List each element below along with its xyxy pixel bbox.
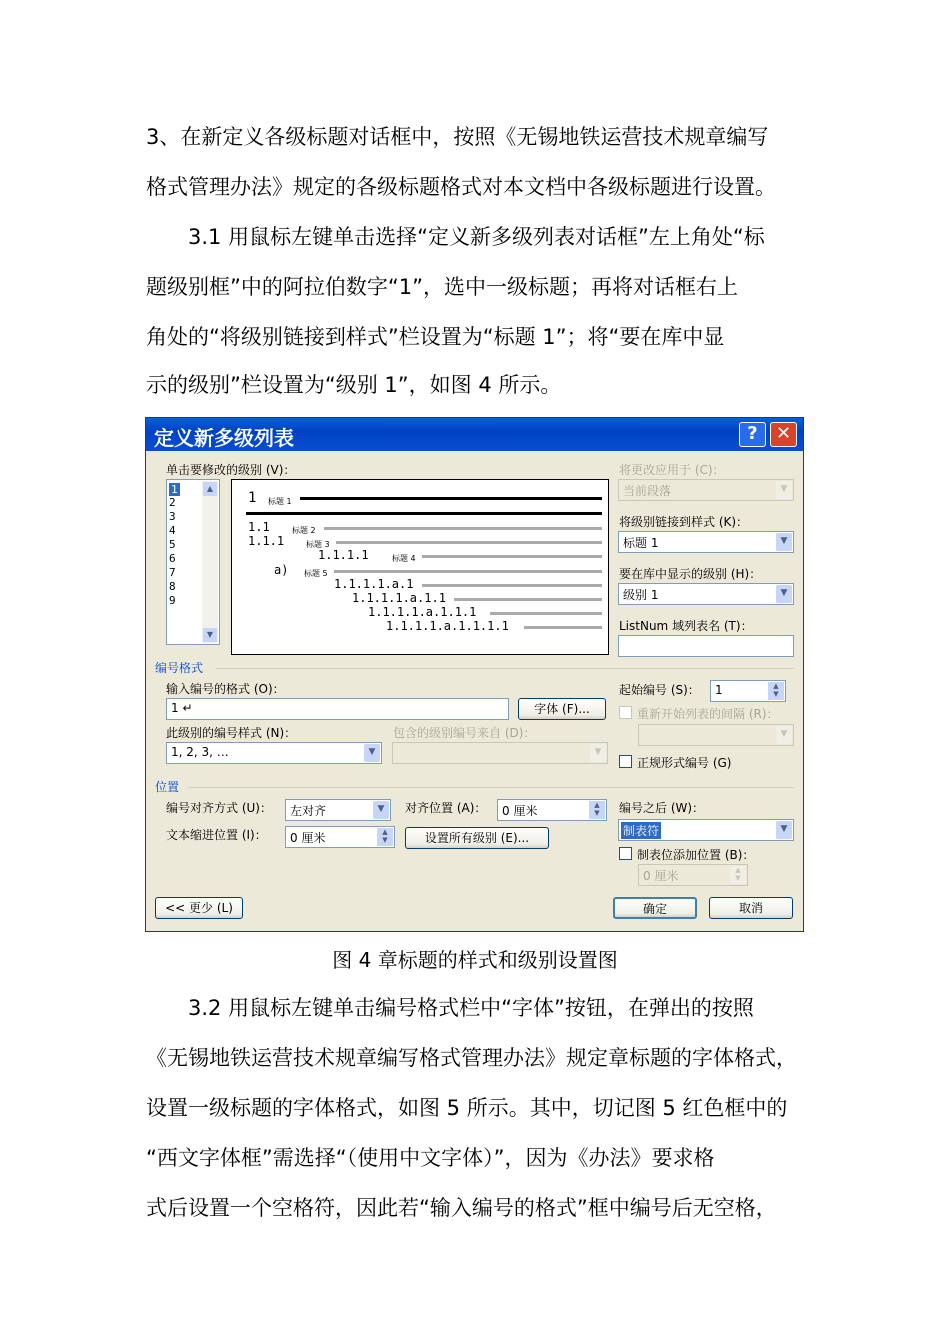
legal-checkbox[interactable]	[619, 755, 632, 768]
paragraph-3-line-1: 3.2 用鼠标左键单击编号格式栏中“字体”按钮，在弹出的按照	[188, 996, 754, 1020]
number-style-label: 此级别的编号样式 (N)：	[166, 726, 297, 740]
chevron-down-icon[interactable]: ▼	[776, 533, 792, 551]
section-divider	[188, 787, 794, 788]
level-item-1[interactable]: 1	[171, 483, 178, 496]
alignment-label: 编号对齐方式 (U)：	[166, 801, 272, 815]
gallery-level-select[interactable]: 级别 1 ▼	[618, 583, 794, 605]
preview-level-7-number: 1.1.1.1.a.1.1	[352, 591, 446, 605]
close-icon[interactable]: ✕	[770, 422, 797, 447]
preview-level-4-number: 1.1.1.1	[318, 548, 369, 562]
position-section-title: 位置	[155, 780, 180, 794]
spinner-arrows-icon[interactable]: ▲ ▼	[589, 801, 605, 819]
align-at-label: 对齐位置 (A)：	[405, 801, 487, 815]
preview-level-1-number: 1	[248, 490, 257, 506]
set-all-levels-button[interactable]: 设置所有级别 (E)...	[405, 827, 549, 849]
scroll-up-icon[interactable]: ▲	[203, 482, 217, 496]
dialog-title: 定义新多级列表	[154, 426, 294, 450]
chevron-down-icon[interactable]: ▼	[776, 481, 792, 499]
level-item-8[interactable]: 8	[169, 580, 176, 593]
level-item-6[interactable]: 6	[169, 552, 176, 565]
apply-to-label: 将更改应用于 (C)：	[619, 463, 725, 477]
add-tab-spinner[interactable]: 0 厘米 ▲ ▼	[638, 864, 748, 886]
preview-level-2-style: 标题 2	[292, 526, 316, 535]
link-style-select[interactable]: 标题 1 ▼	[618, 531, 794, 553]
preview-bar	[454, 598, 602, 601]
section-divider	[216, 668, 794, 669]
preview-bar	[490, 612, 602, 615]
preview-bar	[246, 512, 602, 515]
preview-level-2-number: 1.1	[248, 520, 270, 534]
listnum-input[interactable]	[618, 635, 794, 657]
preview-level-6-number: 1.1.1.1.a.1	[334, 577, 414, 591]
font-button[interactable]: 字体 (F)...	[518, 698, 606, 720]
define-multilevel-list-dialog	[145, 417, 804, 932]
listnum-label: ListNum 域列表名 (T)：	[619, 619, 753, 633]
preview-level-5-number: a)	[274, 563, 289, 577]
help-icon[interactable]: ?	[739, 422, 766, 447]
align-at-spinner[interactable]: 0 厘米 ▲ ▼	[497, 799, 607, 821]
level-item-9[interactable]: 9	[169, 594, 176, 607]
paragraph-3-line-5: 式后设置一个空格符，因此若“输入编号的格式”框中编号后无空格，	[146, 1196, 777, 1220]
ok-button[interactable]: 确定	[613, 897, 697, 919]
text-indent-label: 文本缩进位置 (I)：	[166, 828, 267, 842]
chevron-down-icon[interactable]: ▼	[776, 585, 792, 603]
follow-number-select[interactable]: 制表符 ▼	[618, 819, 794, 841]
preview-bar	[300, 497, 602, 500]
follow-number-label: 编号之后 (W)：	[619, 801, 705, 815]
preview-level-3-number: 1.1.1	[248, 534, 285, 548]
chevron-down-icon[interactable]: ▼	[364, 744, 380, 762]
level-list-label: 单击要修改的级别 (V)：	[166, 463, 296, 477]
preview-bar	[324, 527, 602, 530]
paragraph-3-line-3: 设置一级标题的字体格式，如图 5 所示。其中，切记图 5 红色框中的	[146, 1096, 788, 1120]
chevron-down-icon[interactable]: ▼	[373, 801, 389, 819]
preview-bar	[524, 626, 602, 629]
legal-label: 正规形式编号 (G)	[637, 756, 732, 770]
gallery-level-label: 要在库中显示的级别 (H)：	[619, 567, 762, 581]
paragraph-1-line-2: 格式管理办法》规定的各级标题格式对本文档中各级标题进行设置。	[146, 175, 776, 199]
link-style-label: 将级别链接到样式 (K)：	[619, 515, 749, 529]
include-from-select[interactable]	[392, 742, 608, 764]
level-item-2[interactable]: 2	[169, 496, 176, 509]
apply-to-select[interactable]: 当前段落 ▼	[618, 479, 794, 501]
paragraph-2-line-3: 角处的“将级别链接到样式”栏设置为“标题 1”；将“要在库中显	[146, 325, 725, 349]
include-from-label: 包含的级别编号来自 (D)：	[393, 726, 536, 740]
less-button[interactable]: << 更少 (L)	[155, 897, 243, 919]
preview-bar	[334, 570, 602, 573]
preview-level-9-number: 1.1.1.1.a.1.1.1.1	[386, 619, 509, 633]
restart-label: 重新开始列表的间隔 (R)：	[637, 707, 779, 721]
dialog-titlebar	[146, 418, 803, 451]
preview-bar	[422, 555, 602, 558]
restart-checkbox[interactable]	[619, 706, 632, 719]
alignment-select[interactable]: 左对齐 ▼	[285, 799, 391, 821]
paragraph-2-line-1: 3.1 用鼠标左键单击选择“定义新多级列表对话框”左上角处“标	[188, 225, 765, 249]
preview-level-8-number: 1.1.1.1.a.1.1.1	[368, 605, 477, 619]
paragraph-2-line-4: 示的级别”栏设置为“级别 1”，如图 4 所示。	[146, 373, 562, 397]
text-indent-spinner[interactable]: 0 厘米 ▲ ▼	[285, 826, 395, 848]
chevron-down-icon[interactable]: ▼	[776, 726, 792, 744]
start-at-label: 起始编号 (S)：	[619, 683, 700, 697]
level-item-5[interactable]: 5	[169, 538, 176, 551]
chevron-down-icon[interactable]: ▼	[590, 744, 606, 762]
spinner-arrows-icon[interactable]: ▲ ▼	[377, 828, 393, 846]
preview-level-5-style: 标题 5	[304, 569, 328, 578]
paragraph-3-line-4: “西文字体框”需选择“（使用中文字体）”，因为《办法》要求格	[146, 1146, 715, 1170]
preview-level-3-style: 标题 3	[306, 540, 330, 549]
number-style-select[interactable]: 1, 2, 3, … ▼	[166, 742, 382, 764]
preview-bar	[422, 584, 602, 587]
start-at-spinner[interactable]: 1 ▲ ▼	[710, 680, 786, 702]
restart-select[interactable]	[638, 724, 794, 746]
paragraph-1-line-1: 3、在新定义各级标题对话框中，按照《无锡地铁运营技术规章编写	[146, 125, 769, 149]
chevron-down-icon[interactable]: ▼	[776, 821, 792, 839]
spinner-arrows-icon[interactable]: ▲ ▼	[768, 682, 784, 700]
preview-bar	[336, 541, 602, 544]
spinner-arrows-icon[interactable]: ▲ ▼	[730, 866, 746, 884]
number-format-section-title: 编号格式	[155, 661, 204, 675]
level-scrollbar[interactable]	[202, 481, 218, 643]
add-tab-label: 制表位添加位置 (B)：	[637, 848, 755, 862]
cancel-button[interactable]: 取消	[709, 897, 793, 919]
scroll-down-icon[interactable]: ▼	[203, 628, 217, 642]
preview-level-1-style: 标题 1	[268, 497, 292, 506]
level-item-4[interactable]: 4	[169, 524, 176, 537]
list-preview	[231, 479, 609, 655]
enter-format-input[interactable]: 1 ↵	[166, 698, 509, 720]
level-listbox[interactable]	[166, 479, 220, 645]
paragraph-2-line-2: 题级别框”中的阿拉伯数字“1”，选中一级标题；再将对话框右上	[146, 275, 738, 299]
paragraph-3-line-2: 《无锡地铁运营技术规章编写格式管理办法》规定章标题的字体格式，	[146, 1046, 797, 1070]
level-item-7[interactable]: 7	[169, 566, 176, 579]
figure-caption: 图 4 章标题的样式和级别设置图	[332, 948, 618, 972]
add-tab-checkbox[interactable]	[619, 847, 632, 860]
preview-level-4-style: 标题 4	[392, 554, 416, 563]
enter-format-label: 输入编号的格式 (O)：	[166, 682, 285, 696]
level-item-3[interactable]: 3	[169, 510, 176, 523]
